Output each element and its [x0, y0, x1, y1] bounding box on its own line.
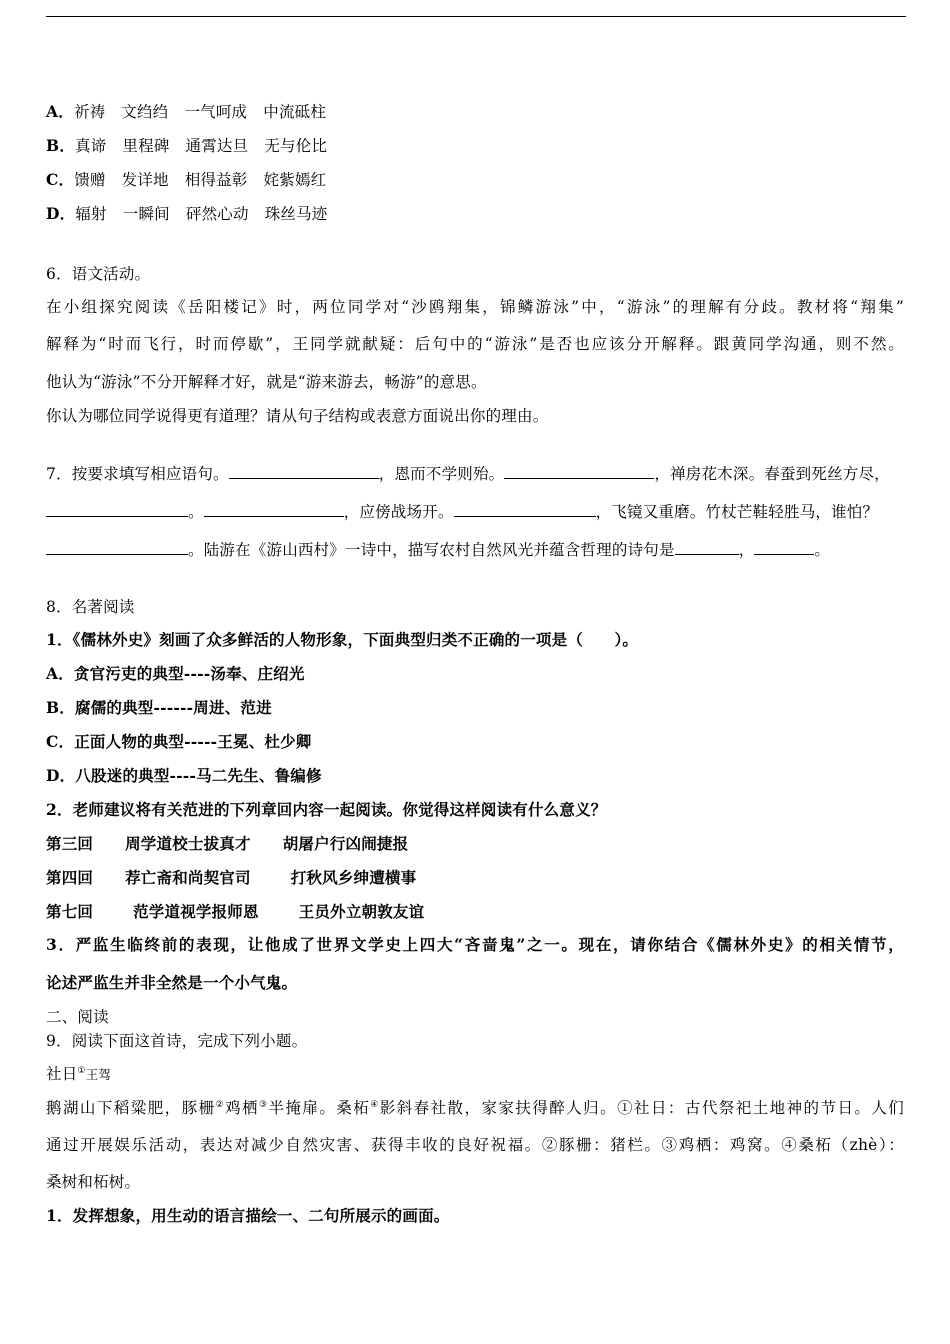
poem-author: 王驾: [85, 1067, 112, 1082]
option-letter: D: [46, 204, 60, 223]
poem-text: 鸡栖: [225, 1099, 259, 1117]
option-word: 里程碑: [122, 137, 170, 155]
q6-line-4: 你认为哪位同学说得更有道理？请从句子结构或表意方面说出你的理由。: [46, 407, 549, 425]
section-heading: 二、阅读: [46, 1008, 109, 1026]
option-word: 相得益彰: [184, 171, 248, 189]
blank[interactable]: [675, 539, 739, 555]
q9-sub1: 1．发挥想象，用生动的语言描绘一、二句所展示的画面。: [46, 1206, 450, 1225]
chapter-no: 第四回: [46, 868, 94, 887]
q7-text: ，恩而不学则殆。: [378, 465, 505, 483]
chapter-title: 胡屠户行凶闹捷报: [282, 834, 409, 853]
option-word: 珠丝马迹: [264, 205, 328, 223]
q6-line-3: 他认为“游泳”不分开解释才好，就是“游来游去，畅游”的意思。: [46, 373, 487, 391]
poem-title: 社日: [46, 1065, 78, 1083]
option-word: 一瞬间: [122, 205, 170, 223]
option-word: 中流砥柱: [263, 103, 327, 121]
q6-line-2: 解释为“时而飞行，时而停歇”，王同学就献疑：后句中的“游泳”是否也应该分开解释。跟黄同学沟通，则不然。: [46, 335, 904, 353]
q7-line-2: [46, 501, 878, 522]
q6-title: 6．语文活动。: [46, 265, 151, 283]
option-letter: A: [46, 102, 59, 121]
poem-text: 半掩扉。桑柘: [268, 1099, 371, 1117]
poem-notes-end: 桑树和柘树。: [46, 1173, 141, 1191]
chapter-title: 荐亡斋和尚契官司: [125, 868, 251, 887]
footnote-mark: ③: [258, 1099, 269, 1110]
q7-line-1: [46, 463, 890, 484]
q8-title: 8．名著阅读: [46, 598, 135, 616]
q8-option-c: C．正面人物的典型-----王冕、杜少卿: [46, 732, 312, 751]
chapter-row: [46, 834, 408, 854]
q8-option-b: B．腐儒的典型------周进、范进: [46, 698, 272, 717]
q7-text: ，禅房花木深。春蚕到死丝方尽，: [654, 465, 890, 483]
q7-text: ，应傍战场开。: [343, 503, 454, 521]
chapter-row: [46, 868, 416, 888]
chapter-no: 第三回: [46, 834, 94, 853]
option-word: 砰然心动: [185, 205, 249, 223]
blank[interactable]: [754, 539, 814, 555]
option-word: 真谛: [75, 137, 107, 155]
poem-text: 影斜春社散，家家扶得醉人归。①社日：古代祭祀土地神的节日。人们: [379, 1099, 904, 1117]
chapter-no: 第七回: [46, 902, 94, 921]
poem-text: 鹅湖山下稻粱肥，豚栅: [46, 1099, 216, 1117]
q6-line-1: 在小组探究阅读《岳阳楼记》时，两位同学对“沙鸥翔集，锦鳞游泳”中，“游泳”的理解有分歧。教材将“翔集”: [46, 298, 904, 316]
chapter-title: 周学道校士拔真才: [125, 834, 251, 853]
chapter-title: 范学道视学报师恩: [133, 902, 259, 921]
q7-text: 。: [188, 503, 204, 521]
q9-title: 9．阅读下面这首诗，完成下列小题。: [46, 1032, 308, 1050]
option-word: 馈赠: [74, 171, 106, 189]
q8-option-a: A．贪官污吏的典型----汤奉、庄绍光: [46, 664, 305, 683]
option-c: C．馈赠 发详地 相得益彰 姹紫嫣红: [46, 170, 327, 189]
q8-sub1: 1．《儒林外史》刻画了众多鲜活的人物形象，下面典型归类不正确的一项是（ ）。: [46, 630, 639, 649]
chapter-title: 王员外立朝敦友谊: [298, 902, 425, 921]
option-word: 通霄达旦: [185, 137, 249, 155]
blank[interactable]: [204, 501, 344, 517]
q7-text: 。: [814, 541, 831, 559]
blank[interactable]: [229, 463, 379, 479]
q8-option-d: D．八股迷的典型----马二先生、鲁编修: [46, 766, 322, 785]
blank[interactable]: [504, 463, 654, 479]
poem-notes-line: 通过开展娱乐活动，表达对减少自然灾害、获得丰收的良好祝福。②豚栅：猪栏。③鸡栖：鸡窝。④桑柘（zhè）：: [46, 1136, 904, 1154]
footnote-mark: ④: [370, 1099, 380, 1110]
chapter-title: 打秋风乡绅遭横事: [290, 868, 417, 887]
poem-heading: [46, 1064, 111, 1085]
option-letter: C: [46, 170, 59, 189]
blank[interactable]: [454, 501, 596, 517]
q7-text: 。陆游在《游山西村》一诗中，描写农村自然风光并蕴含哲理的诗句是: [188, 541, 675, 559]
header-rule: [46, 16, 906, 17]
option-word: 一气呵成: [184, 103, 248, 121]
option-a: A．祈祷 文绉绉 一气呵成 中流砥柱: [46, 102, 327, 121]
option-letter: B: [46, 136, 60, 155]
q7-line-3: [46, 539, 830, 560]
option-word: 发详地: [121, 171, 169, 189]
q8-sub2: 2．老师建议将有关范进的下列章回内容一起阅读。你觉得这样阅读有什么意义？: [46, 800, 607, 819]
q8-sub3-line-1: 3．严监生临终前的表现，让他成了世界文学史上四大“吝啬鬼”之一。现在，请你结合《儒林外史》的相关情节，: [46, 935, 904, 954]
q8-sub3-line-2: 论述严监生并非全然是一个小气鬼。: [46, 973, 298, 992]
poem-line-1: [46, 1098, 904, 1118]
option-word: 辐射: [75, 205, 107, 223]
q7-text: 7．按要求填写相应语句。: [46, 465, 229, 483]
option-word: 祈祷: [73, 103, 106, 121]
option-b: B．真谛 里程碑 通霄达旦 无与伦比: [46, 136, 328, 155]
q7-text: ，飞镜又重磨。竹杖芒鞋轻胜马，谁怕？: [595, 503, 879, 521]
q7-text: ，: [738, 541, 755, 559]
option-word: 姹紫嫣红: [263, 171, 327, 189]
option-word: 无与伦比: [264, 137, 328, 155]
blank[interactable]: [46, 539, 188, 555]
option-d: D．辐射 一瞬间 砰然心动 珠丝马迹: [46, 204, 328, 223]
chapter-row: [46, 902, 424, 922]
blank[interactable]: [46, 501, 188, 517]
option-word: 文绉绉: [121, 103, 169, 121]
footnote-mark: ②: [215, 1099, 226, 1110]
footnote-mark: ①: [77, 1065, 86, 1076]
